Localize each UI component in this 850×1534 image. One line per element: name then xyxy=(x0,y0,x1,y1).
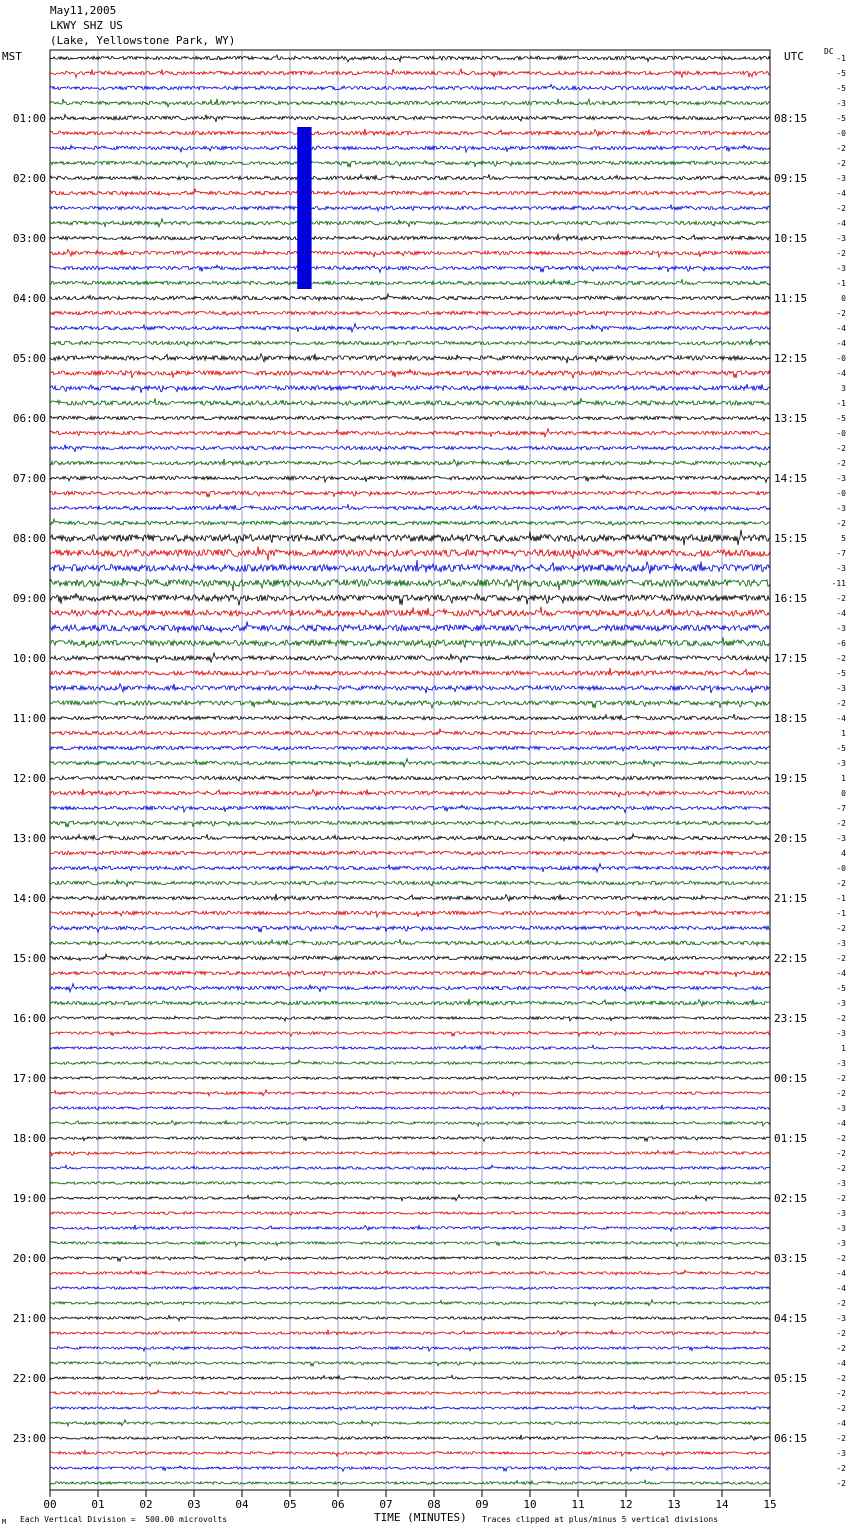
seismogram-trace xyxy=(50,729,770,736)
seismogram-trace xyxy=(50,1136,770,1141)
dc-offset-value: -2 xyxy=(836,1329,846,1338)
seismogram-trace xyxy=(50,324,770,332)
dc-offset-value: -2 xyxy=(836,1404,846,1413)
dc-offset-value: 4 xyxy=(841,849,846,858)
seismogram-trace xyxy=(50,84,770,89)
left-hour-label: 01:00 xyxy=(12,112,46,125)
seismogram-trace xyxy=(50,1256,770,1261)
seismogram-trace xyxy=(50,250,770,258)
x-axis-tick-label: 15 xyxy=(763,1498,777,1511)
helicorder-date: May11,2005 xyxy=(50,4,117,17)
dc-offset-value: -3 xyxy=(836,1314,846,1323)
right-hour-label: 05:15 xyxy=(774,1372,808,1385)
x-axis-label: TIME (MINUTES) xyxy=(374,1511,467,1524)
left-hour-label: 04:00 xyxy=(12,292,46,305)
dc-offset-value: 1 xyxy=(841,774,846,783)
seismogram-trace xyxy=(50,1105,770,1110)
dc-offset-value: -0 xyxy=(836,354,846,363)
x-axis-tick-label: 08 xyxy=(427,1498,441,1511)
right-hour-label: 04:15 xyxy=(774,1312,808,1325)
seismogram-trace xyxy=(50,1316,770,1321)
seismogram-trace xyxy=(50,999,770,1006)
dc-offset-value: 1 xyxy=(841,1044,846,1053)
seismogram-trace xyxy=(50,339,770,346)
right-hour-label: 12:15 xyxy=(774,352,808,365)
dc-offset-value: -4 xyxy=(836,1119,846,1128)
dc-offset-value: -4 xyxy=(836,1359,846,1368)
dc-offset-value: -2 xyxy=(836,1194,846,1203)
seismogram-trace xyxy=(50,547,770,561)
dc-offset-value: -0 xyxy=(836,429,846,438)
dc-offset-value: -2 xyxy=(836,879,846,888)
dc-offset-value: -2 xyxy=(836,1344,846,1353)
seismogram-trace xyxy=(50,926,770,933)
seismogram-trace xyxy=(50,161,770,168)
left-hour-label: 13:00 xyxy=(12,832,46,845)
seismogram-trace xyxy=(50,475,770,482)
x-axis-tick-label: 11 xyxy=(571,1498,585,1511)
seismogram-trace xyxy=(50,311,770,316)
right-timezone-label: UTC xyxy=(784,50,804,63)
dc-offset-value: -2 xyxy=(836,1434,846,1443)
seismogram-trace xyxy=(50,880,770,887)
right-hour-label: 09:15 xyxy=(774,172,808,185)
seismogram-trace xyxy=(50,354,770,363)
dc-offset-value: -3 xyxy=(836,999,846,1008)
dc-offset-value: 3 xyxy=(841,384,846,393)
right-hour-label: 08:15 xyxy=(774,112,808,125)
right-hour-label: 23:15 xyxy=(774,1012,808,1025)
seismogram-trace xyxy=(50,294,770,301)
seismogram-trace xyxy=(50,1466,770,1471)
left-hour-label: 17:00 xyxy=(12,1072,46,1085)
dc-label: DC xyxy=(824,47,834,56)
x-axis-tick-label: 02 xyxy=(139,1498,153,1511)
dc-offset-value: -4 xyxy=(836,369,846,378)
dc-offset-value: 5 xyxy=(841,534,846,543)
dc-offset-value: -1 xyxy=(836,54,846,63)
dc-offset-value: -2 xyxy=(836,1089,846,1098)
left-hour-label: 12:00 xyxy=(12,772,46,785)
seismogram-trace xyxy=(50,530,770,546)
dc-offset-value: -3 xyxy=(836,1029,846,1038)
dc-offset-value: -5 xyxy=(836,669,846,678)
x-axis-tick-label: 10 xyxy=(523,1498,537,1511)
dc-offset-value: -2 xyxy=(836,594,846,603)
seismogram-trace xyxy=(50,637,770,648)
dc-offset-value: -2 xyxy=(836,159,846,168)
right-hour-label: 00:15 xyxy=(774,1072,808,1085)
helicorder-location: (Lake, Yellowstone Park, WY) xyxy=(50,34,236,47)
corner-mark: M xyxy=(2,1518,7,1526)
seismogram-trace xyxy=(50,593,770,605)
seismogram-trace xyxy=(50,1480,770,1484)
right-hour-label: 19:15 xyxy=(774,772,808,785)
left-hour-label: 05:00 xyxy=(12,352,46,365)
right-hour-label: 01:15 xyxy=(774,1132,808,1145)
right-hour-label: 06:15 xyxy=(774,1432,808,1445)
dc-offset-value: -5 xyxy=(836,114,846,123)
seismogram-trace xyxy=(50,174,770,180)
left-hour-label: 21:00 xyxy=(12,1312,46,1325)
dc-offset-value: -2 xyxy=(836,1134,846,1143)
right-hour-label: 02:15 xyxy=(774,1192,808,1205)
seismogram-trace xyxy=(50,560,770,574)
seismogram-trace xyxy=(50,1287,770,1290)
dc-offset-value: -3 xyxy=(836,1209,846,1218)
seismogram-trace xyxy=(50,1195,770,1201)
seismogram-trace xyxy=(50,1090,770,1096)
seismogram-trace xyxy=(50,1225,770,1231)
dc-offset-value: -4 xyxy=(836,1269,846,1278)
dc-offset-value: -2 xyxy=(836,1389,846,1398)
seismogram-trace xyxy=(50,69,770,77)
seismogram-trace xyxy=(50,834,770,841)
seismogram-trace xyxy=(50,910,770,917)
seismogram-trace xyxy=(50,1270,770,1275)
seismogram-trace xyxy=(50,851,770,855)
dc-offset-value: -3 xyxy=(836,504,846,513)
left-hour-label: 18:00 xyxy=(12,1132,46,1145)
dc-offset-value: -2 xyxy=(836,1464,846,1473)
seismogram-trace xyxy=(50,459,770,468)
dc-offset-value: -2 xyxy=(836,654,846,663)
dc-offset-value: -2 xyxy=(836,444,846,453)
seismogram-trace xyxy=(50,1182,770,1185)
seismogram-trace xyxy=(50,700,770,709)
dc-offset-value: -2 xyxy=(836,1074,846,1083)
left-hour-label: 19:00 xyxy=(12,1192,46,1205)
dc-offset-value: -4 xyxy=(836,324,846,333)
seismogram-trace xyxy=(50,504,770,511)
dc-offset-value: -2 xyxy=(836,1149,846,1158)
x-axis-tick-label: 12 xyxy=(619,1498,633,1511)
dc-offset-value: -1 xyxy=(836,279,846,288)
seismogram-trace xyxy=(50,384,770,393)
x-axis-tick-label: 00 xyxy=(43,1498,57,1511)
dc-offset-value: -4 xyxy=(836,609,846,618)
left-hour-label: 16:00 xyxy=(12,1012,46,1025)
left-hour-label: 07:00 xyxy=(12,472,46,485)
seismogram-trace xyxy=(50,789,770,798)
dc-offset-value: -5 xyxy=(836,69,846,78)
seismogram-trace xyxy=(50,279,770,285)
dc-offset-value: -3 xyxy=(836,939,846,948)
dc-offset-value: -0 xyxy=(836,129,846,138)
dc-offset-value: -5 xyxy=(836,744,846,753)
dc-offset-value: -2 xyxy=(836,1164,846,1173)
seismogram-trace xyxy=(50,519,770,526)
dc-offset-value: -3 xyxy=(836,759,846,768)
seismogram-trace xyxy=(50,954,770,961)
right-hour-label: 18:15 xyxy=(774,712,808,725)
dc-offset-value: -0 xyxy=(836,489,846,498)
dc-offset-value: -4 xyxy=(836,969,846,978)
seismogram-trace xyxy=(50,491,770,498)
dc-offset-value: -2 xyxy=(836,924,846,933)
dc-offset-value: -1 xyxy=(836,909,846,918)
dc-offset-value: -3 xyxy=(836,564,846,573)
seismogram-trace xyxy=(50,684,770,693)
dc-offset-value: -2 xyxy=(836,144,846,153)
dc-offset-value: -2 xyxy=(836,309,846,318)
right-hour-label: 20:15 xyxy=(774,832,808,845)
clipped-event-block xyxy=(297,127,311,289)
seismogram-trace xyxy=(50,265,770,272)
x-axis-tick-label: 03 xyxy=(187,1498,201,1511)
seismogram-trace xyxy=(50,759,770,767)
seismogram-trace xyxy=(50,1435,770,1440)
seismogram-trace xyxy=(50,1060,770,1065)
seismogram-trace xyxy=(50,189,770,196)
seismogram-trace xyxy=(50,1375,770,1379)
left-hour-label: 11:00 xyxy=(12,712,46,725)
seismogram-trace xyxy=(50,219,770,227)
dc-offset-value: -4 xyxy=(836,219,846,228)
dc-offset-value: -2 xyxy=(836,1299,846,1308)
seismogram-trace xyxy=(50,714,770,720)
seismogram-trace xyxy=(50,653,770,663)
seismogram-trace xyxy=(50,429,770,437)
dc-offset-value: -2 xyxy=(836,249,846,258)
right-hour-label: 13:15 xyxy=(774,412,808,425)
left-hour-label: 06:00 xyxy=(12,412,46,425)
seismogram-trace xyxy=(50,145,770,152)
seismogram-trace xyxy=(50,1151,770,1156)
seismogram-trace xyxy=(50,398,770,406)
x-axis-tick-label: 05 xyxy=(283,1498,297,1511)
seismogram-trace xyxy=(50,1451,770,1457)
left-hour-label: 20:00 xyxy=(12,1252,46,1265)
dc-offset-value: -3 xyxy=(836,99,846,108)
seismogram-trace xyxy=(50,416,770,421)
dc-offset-value: -3 xyxy=(836,1104,846,1113)
seismogram-trace xyxy=(50,578,770,591)
dc-offset-value: 0 xyxy=(841,294,846,303)
seismogram-trace xyxy=(50,1406,770,1411)
clip-note: Traces clipped at plus/minus 5 vertical divisions xyxy=(482,1515,719,1524)
dc-offset-value: -3 xyxy=(836,624,846,633)
seismogram-trace xyxy=(50,1121,770,1127)
dc-offset-value: -5 xyxy=(836,84,846,93)
x-axis-tick-label: 07 xyxy=(379,1498,393,1511)
dc-offset-value: -2 xyxy=(836,1374,846,1383)
left-hour-label: 23:00 xyxy=(12,1432,46,1445)
seismogram-trace xyxy=(50,99,770,107)
seismogram-trace xyxy=(50,1300,770,1306)
dc-offset-value: -2 xyxy=(836,204,846,213)
seismogram-trace xyxy=(50,115,770,122)
dc-offset-value: -4 xyxy=(836,714,846,723)
dc-offset-value: -3 xyxy=(836,234,846,243)
seismogram-trace xyxy=(50,55,770,62)
dc-offset-value: 0 xyxy=(841,789,846,798)
left-timezone-label: MST xyxy=(2,50,22,63)
right-hour-label: 10:15 xyxy=(774,232,808,245)
dc-offset-value: -3 xyxy=(836,1449,846,1458)
left-hour-label: 02:00 xyxy=(12,172,46,185)
seismogram-trace xyxy=(50,1045,770,1049)
x-axis-tick-label: 04 xyxy=(235,1498,249,1511)
seismogram-trace xyxy=(50,129,770,136)
right-hour-label: 16:15 xyxy=(774,592,808,605)
seismogram-trace xyxy=(50,234,770,241)
left-hour-label: 22:00 xyxy=(12,1372,46,1385)
dc-offset-value: -1 xyxy=(836,894,846,903)
left-hour-label: 03:00 xyxy=(12,232,46,245)
seismogram-trace xyxy=(50,894,770,901)
dc-offset-value: -2 xyxy=(836,1254,846,1263)
seismogram-trace xyxy=(50,205,770,211)
seismogram-trace xyxy=(50,776,770,781)
seismogram-trace xyxy=(50,746,770,751)
left-hour-label: 08:00 xyxy=(12,532,46,545)
dc-offset-value: -7 xyxy=(836,549,846,558)
dc-offset-value: -3 xyxy=(836,1224,846,1233)
seismogram-trace xyxy=(50,864,770,872)
seismogram-trace xyxy=(50,621,770,632)
seismogram-trace xyxy=(50,939,770,946)
dc-offset-value: -0 xyxy=(836,864,846,873)
left-hour-label: 10:00 xyxy=(12,652,46,665)
seismogram-trace xyxy=(50,1330,770,1335)
x-axis-tick-label: 09 xyxy=(475,1498,489,1511)
x-axis-tick-label: 14 xyxy=(715,1498,729,1511)
seismogram-trace xyxy=(50,805,770,812)
dc-offset-value: -1 xyxy=(836,399,846,408)
dc-offset-value: -2 xyxy=(836,459,846,468)
right-hour-label: 14:15 xyxy=(774,472,808,485)
dc-offset-value: -3 xyxy=(836,264,846,273)
dc-offset-value: -3 xyxy=(836,474,846,483)
right-hour-label: 21:15 xyxy=(774,892,808,905)
right-hour-label: 15:15 xyxy=(774,532,808,545)
dc-offset-value: -4 xyxy=(836,189,846,198)
dc-offset-value: -4 xyxy=(836,1284,846,1293)
right-hour-label: 03:15 xyxy=(774,1252,808,1265)
dc-offset-value: -3 xyxy=(836,684,846,693)
dc-offset-value: 1 xyxy=(841,729,846,738)
seismogram-trace xyxy=(50,1031,770,1036)
helicorder-station: LKWY SHZ US xyxy=(50,19,123,32)
left-hour-label: 15:00 xyxy=(12,952,46,965)
scale-note: Each Vertical Division = 500.00 microvolts xyxy=(20,1515,228,1524)
dc-offset-value: -2 xyxy=(836,1479,846,1488)
x-axis-tick-label: 06 xyxy=(331,1498,345,1511)
seismogram-trace xyxy=(50,821,770,828)
dc-offset-value: -3 xyxy=(836,1179,846,1188)
dc-offset-value: -3 xyxy=(836,834,846,843)
seismogram-trace xyxy=(50,1212,770,1215)
dc-offset-value: -3 xyxy=(836,1239,846,1248)
seismogram-trace xyxy=(50,607,770,617)
dc-offset-value: -4 xyxy=(836,339,846,348)
dc-offset-value: -6 xyxy=(836,639,846,648)
dc-offset-value: -2 xyxy=(836,699,846,708)
dc-offset-value: -2 xyxy=(836,1014,846,1023)
dc-offset-value: -3 xyxy=(836,1059,846,1068)
dc-offset-value: -4 xyxy=(836,1419,846,1428)
dc-offset-value: -3 xyxy=(836,174,846,183)
seismogram-trace xyxy=(50,984,770,992)
seismogram-trace xyxy=(50,1361,770,1366)
x-axis-tick-label: 01 xyxy=(91,1498,105,1511)
seismogram-trace xyxy=(50,1420,770,1426)
dc-offset-value: -11 xyxy=(831,579,846,588)
seismogram-trace xyxy=(50,445,770,452)
right-hour-label: 22:15 xyxy=(774,952,808,965)
seismogram-trace xyxy=(50,1077,770,1080)
seismogram-trace xyxy=(50,970,770,977)
dc-offset-value: -5 xyxy=(836,984,846,993)
dc-offset-value: -2 xyxy=(836,954,846,963)
seismogram-trace xyxy=(50,1346,770,1351)
x-axis-tick-label: 13 xyxy=(667,1498,681,1511)
seismogram-trace xyxy=(50,370,770,379)
seismogram-trace xyxy=(50,1016,770,1021)
left-hour-label: 09:00 xyxy=(12,592,46,605)
dc-offset-value: -2 xyxy=(836,519,846,528)
seismogram-trace xyxy=(50,1165,770,1170)
seismogram-trace xyxy=(50,1241,770,1246)
right-hour-label: 11:15 xyxy=(774,292,808,305)
seismogram-trace xyxy=(50,668,770,676)
dc-offset-value: -7 xyxy=(836,804,846,813)
dc-offset-value: -5 xyxy=(836,414,846,423)
dc-offset-value: -2 xyxy=(836,819,846,828)
left-hour-label: 14:00 xyxy=(12,892,46,905)
seismogram-trace xyxy=(50,1390,770,1395)
right-hour-label: 17:15 xyxy=(774,652,808,665)
